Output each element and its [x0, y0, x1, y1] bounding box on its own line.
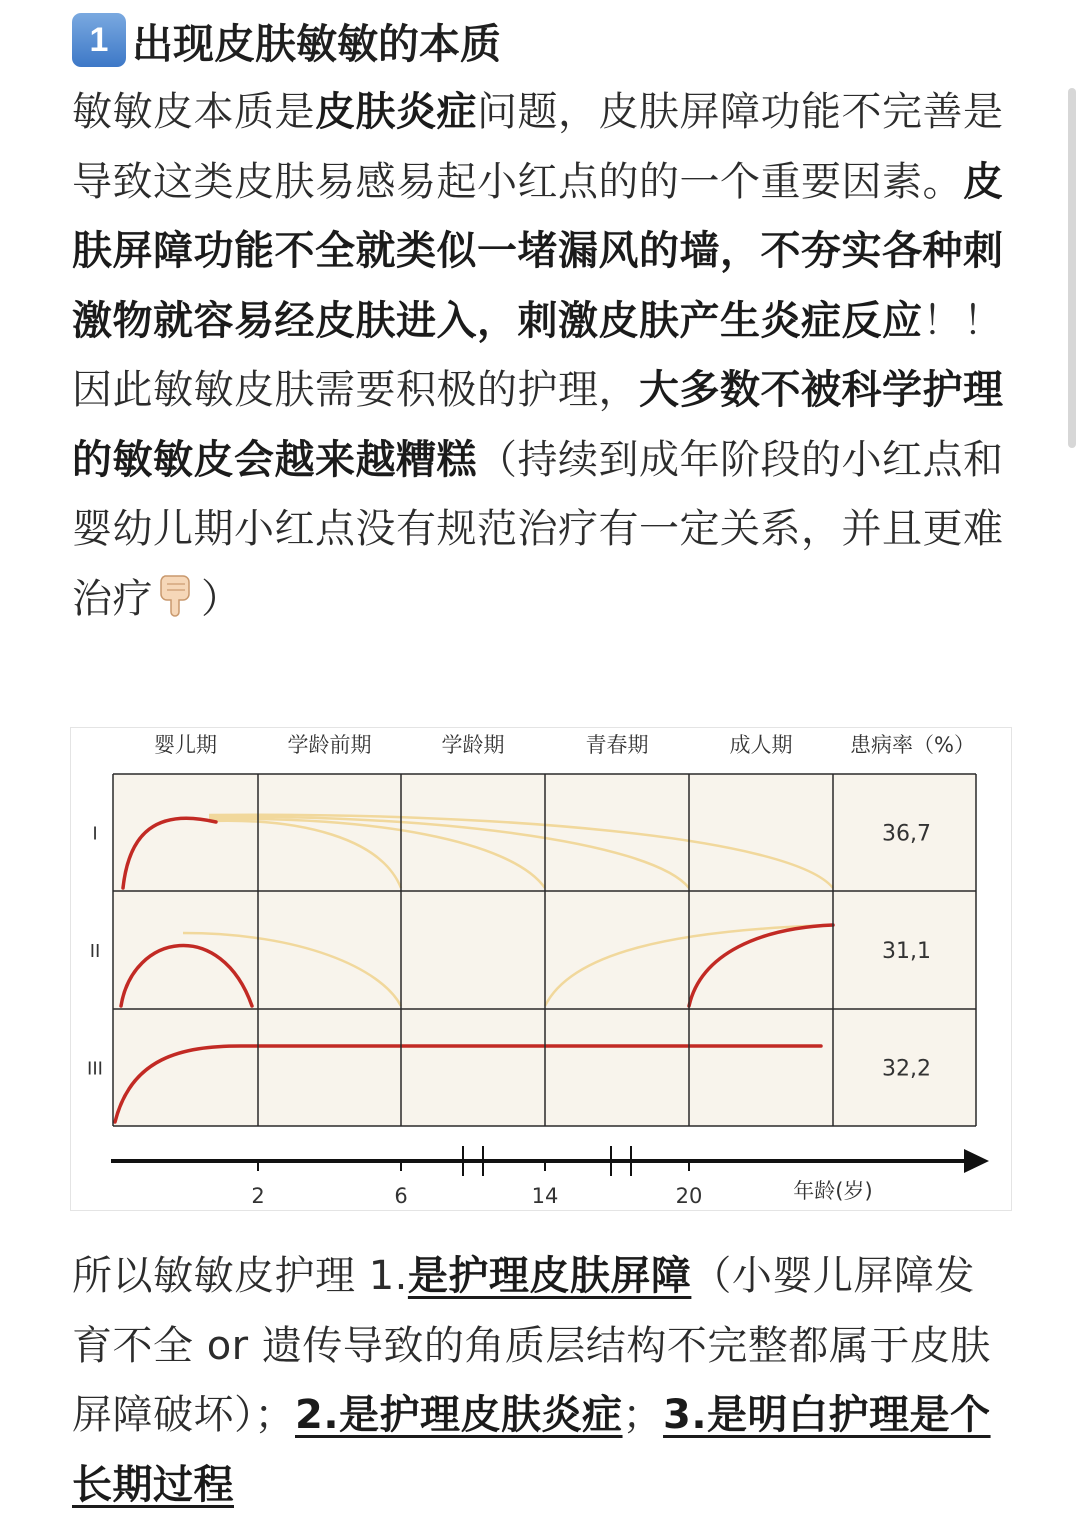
underlined-text-barrier-care: 是护理皮肤屏障 [407, 1253, 692, 1299]
underlined-text-long-term-care: 3.是明白护理是个长期过程 [72, 1392, 991, 1508]
keycap-number-badge: 1 [72, 13, 126, 67]
text-segment: 敏敏皮本质是 [72, 89, 315, 135]
intro-paragraph [72, 78, 1014, 640]
heading-title: 出现皮肤敏敏的本质 [132, 19, 501, 68]
bold-text-barrier-analogy: 皮肤屏障功能不全就类似一堵漏风的墙，不夯实各种刺激物就容易经皮肤进入，刺激皮肤产生炎症反应 [72, 158, 1004, 344]
rate-value: 32,2 [882, 1056, 931, 1082]
row-label: II [89, 941, 101, 962]
care-paragraph [72, 1242, 1014, 1520]
row-label: I [92, 823, 98, 845]
rate-value: 31,1 [882, 939, 931, 964]
stage-label: 青春期 [585, 733, 649, 757]
text-segment: ； [622, 1392, 664, 1438]
underlined-text-inflammation-care: 2.是护理皮肤炎症 [295, 1392, 623, 1438]
text-segment: ！！因此敏敏皮肤需要积极的护理， [72, 297, 1004, 413]
bold-text-gets-worse: 大多数不被科学护理的敏敏皮会越来越糟糕 [72, 367, 1004, 483]
stage-label: 婴儿期 [154, 733, 217, 757]
eczema-course-chart [70, 727, 1012, 1211]
stage-label: 成人期 [729, 733, 793, 757]
age-axis-arrowhead [964, 1149, 989, 1173]
text-segment: （持续到成年阶段的小红点和婴幼儿期小红点没有规范治疗有一定关系，并且更难治疗 [72, 436, 1004, 622]
row-label: III [87, 1058, 103, 1080]
axis-tick-label: 14 [531, 1184, 559, 1208]
stage-label: 学龄前期 [287, 733, 372, 757]
page-scrollbar[interactable] [1068, 88, 1076, 448]
text-segment: 问题，皮肤屏障功能不完善是导致这类皮肤易感易起小红点的的一个重要因素。 [72, 89, 1004, 205]
text-segment: ） [201, 575, 242, 622]
text-segment: 所以敏敏皮护理 1. [72, 1253, 408, 1299]
bold-text-skin-inflammation: 皮肤炎症 [315, 89, 477, 135]
course-chart-svg [71, 728, 1011, 1210]
axis-tick-label: 2 [251, 1184, 265, 1208]
stage-label: 学龄期 [441, 733, 505, 757]
axis-tick-label: 6 [394, 1184, 408, 1208]
rate-header: 患病率（%） [850, 733, 975, 757]
backhand-index-pointing-down-icon [157, 571, 197, 641]
x-axis-label: 年龄(岁) [793, 1179, 873, 1203]
rate-value: 36,7 [882, 821, 931, 847]
section-heading [72, 10, 501, 70]
text-segment: （小婴儿屏障发育不全 or 遗传导致的角质层结构不完整都属于皮肤屏障破坏）； [72, 1253, 991, 1438]
axis-tick-label: 20 [675, 1184, 703, 1208]
